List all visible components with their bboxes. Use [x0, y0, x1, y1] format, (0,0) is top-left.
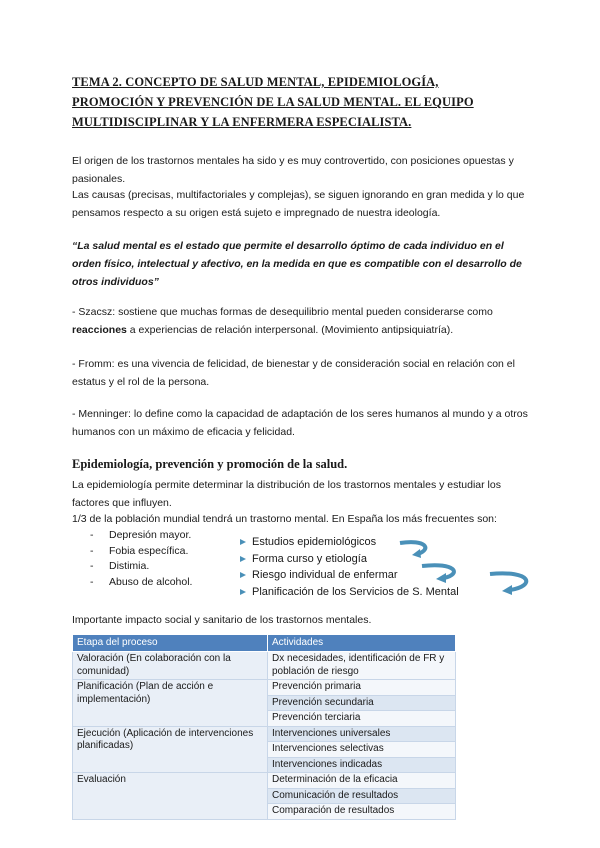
column-header-activities: Actividades — [268, 635, 456, 652]
activity-cell: Comunicación de resultados — [268, 788, 456, 804]
list-item: - Distimia. — [90, 559, 192, 575]
szacsz-bold-term: reacciones — [72, 324, 127, 336]
menninger-definition: - Menninger: lo define como la capacidad de adaptación de los seres humanos al mundo y a otros humanos con un máximo de eficacia y felicidad. — [72, 408, 528, 438]
mental-health-definition-quote: “La salud mental es el estado que permite el desarrollo óptimo de cada individuo en el orden físico, intelectual y afectivo, en la medida en que es compatible con el desarrollo de otros individuos” — [72, 240, 522, 288]
curved-arrow-icon — [484, 568, 538, 596]
szacsz-definition — [72, 303, 532, 339]
list-item: Forma curso y etiología — [240, 551, 459, 568]
process-activities-table — [72, 634, 456, 820]
szacsz-text-start: - Szacsz: sostiene que muchas formas de desequilibrio mental pueden considerarse como — [72, 306, 493, 318]
stage-cell: Ejecución (Aplicación de intervenciones planificadas) — [73, 726, 268, 773]
curved-arrow-icon — [396, 537, 436, 559]
impact-paragraph: Importante impacto social y sanitario de los trastornos mentales. — [72, 614, 372, 626]
table-row — [73, 773, 456, 789]
intro-paragraph-2: Las causas (precisas, multifactoriales y complejas), se siguen ignorando en gran medida y lo que pensamos respecto a su origen está sujeto e impregnado de nuestra ideología. — [72, 189, 525, 219]
column-header-stage: Etapa del proceso — [73, 635, 268, 652]
szacsz-text-end: a experiencias de relación interpersonal. (Movimiento antipsiquiatría). — [126, 324, 454, 336]
stage-cell: Evaluación — [73, 773, 268, 820]
activity-cell: Prevención secundaria — [268, 695, 456, 711]
epidemiology-paragraph: La epidemiología permite determinar la distribución de los trastornos mentales y estudiar los factores que influyen. — [72, 479, 501, 509]
prevalence-paragraph: 1/3 de la población mundial tendrá un trastorno mental. En España los más frecuentes son: — [72, 513, 497, 525]
table-row — [73, 652, 456, 680]
list-item: Estudios epidemiológicos — [240, 534, 459, 551]
table-row — [73, 726, 456, 742]
stage-cell: Valoración (En colaboración con la comunidad) — [73, 652, 268, 680]
table-row — [73, 680, 456, 696]
list-item: - Abuso de alcohol. — [90, 575, 192, 591]
intro-paragraph-1: El origen de los trastornos mentales ha sido y es muy controvertido, con posiciones opuestas y pasionales. — [72, 155, 514, 185]
list-item: - Depresión mayor. — [90, 528, 192, 544]
list-item: Planificación de los Servicios de S. Mental — [240, 584, 459, 601]
curved-arrow-icon — [418, 560, 466, 584]
activity-cell: Intervenciones selectivas — [268, 742, 456, 758]
list-item: Riesgo individual de enfermar — [240, 567, 459, 584]
epidemiology-heading: Epidemiología, prevención y promoción de la salud. — [72, 457, 348, 471]
list-item: - Fobia específica. — [90, 544, 192, 560]
activity-cell: Intervenciones universales — [268, 726, 456, 742]
activity-cell: Determinación de la eficacia — [268, 773, 456, 789]
stage-cell: Planificación (Plan de acción e implementación) — [73, 680, 268, 727]
activity-cell: Intervenciones indicadas — [268, 757, 456, 773]
activity-cell: Prevención primaria — [268, 680, 456, 696]
activity-cell: Prevención terciaria — [268, 711, 456, 727]
fromm-definition: - Fromm: es una vivencia de felicidad, de bienestar y de consideración social en relación con el estatus y el rol de la persona. — [72, 358, 515, 388]
activity-cell: Dx necesidades, identificación de FR y población de riesgo — [268, 652, 456, 680]
activity-cell: Comparación de resultados — [268, 804, 456, 820]
page-title: TEMA 2. CONCEPTO DE SALUD MENTAL, EPIDEMIOLOGÍA, PROMOCIÓN Y PREVENCIÓN DE LA SALUD MENTAL. EL EQUIPO MULTIDISCIPLINAR Y LA ENFERMERA ESPECIALISTA. — [72, 75, 474, 129]
disorders-list — [90, 528, 192, 590]
table-header-row — [73, 635, 456, 652]
